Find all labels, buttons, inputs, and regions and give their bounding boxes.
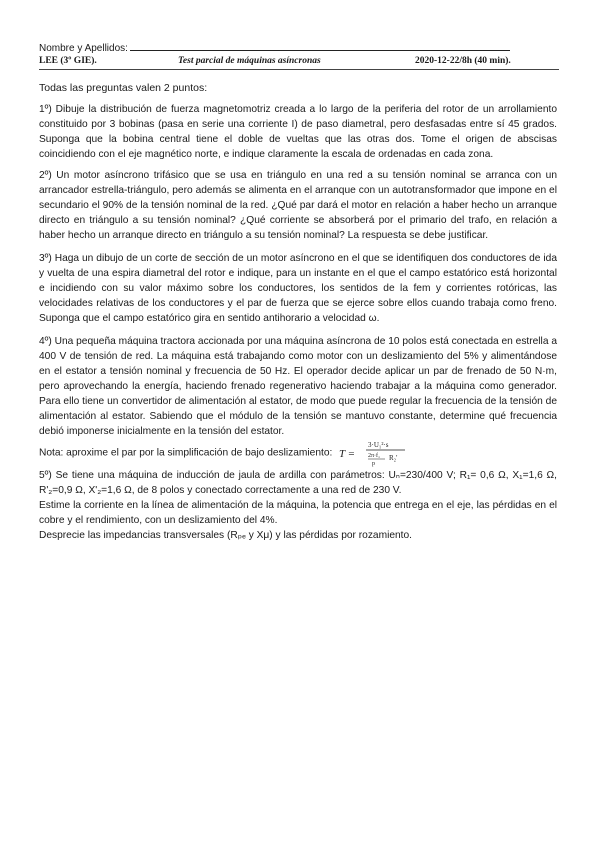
exam-title: Test parcial de máquinas asíncronas xyxy=(178,56,321,66)
exam-date: 2020-12-22/8h (40 min). xyxy=(415,56,511,66)
formula-numerator: 3·U₁²·s xyxy=(368,441,389,449)
torque-formula xyxy=(339,438,439,468)
formula-tail: R₂' xyxy=(389,454,398,462)
name-label: Nombre y Apellidos: xyxy=(39,43,128,54)
question-5 xyxy=(39,468,557,543)
name-line xyxy=(130,42,510,51)
formula-denominator: 2π·f₁ xyxy=(368,453,381,459)
header-divider xyxy=(39,69,559,70)
question-4-note xyxy=(39,438,557,468)
note-text: Nota: aproxime el par por la simplificación de bajo deslizamiento: xyxy=(39,447,333,459)
intro-text: Todas las preguntas valen 2 puntos: xyxy=(39,82,208,94)
formula-denominator-2: p xyxy=(372,461,376,467)
course-label: LEE (3º GIE). xyxy=(39,56,97,66)
question-5-line-3: Desprecie las impedancias transversales (Rₚₑ y Xμ) y las pérdidas por rozamiento. xyxy=(39,530,412,541)
question-3: 3º) Haga un dibujo de un corte de sección de un motor asíncrono en el que se identifiquen dos conductores de ida y vuelta de una espira diametral del rotor e indique, para un instante en el que el campo estatórico está horizontal e incidiendo con su valor máximo sobre los conductores, los sentidos de la fem y corrientes rotóricas, las velocidades relativas de los conductores y el par de fuerza que se ejerce sobre ellos cuando trabaja como freno. Suponga que el campo estatórico gira en sentido antihorario a velocidad ω. xyxy=(39,253,557,324)
name-field xyxy=(39,42,510,54)
question-5-line-2: Estime la corriente en la línea de alimentación de la máquina, la potencia que entrega en el eje, las pérdidas en el cobre y el rendimiento, con un deslizamiento del 4%. xyxy=(39,500,557,526)
question-5-line-1: 5º) Se tiene una máquina de inducción de jaula de ardilla con parámetros: Uₙ=230/400 V; R₁= 0,6 Ω, X₁=1,6 Ω, R'₂=0,9 Ω, X'₂=1,6 Ω, de 8 polos y conectado correctamente a una red de 230 V. xyxy=(39,470,557,496)
question-1: 1º) Dibuje la distribución de fuerza magnetomotriz creada a lo largo de la periferia del rotor de un arrollamiento constituido por 3 bobinas (pasa en serie una corriente I) de paso diametral, pero desfasadas entre sí 45 grados. Suponga que la bobina central tiene el doble de vueltas que las otras dos. Tome el origen de abscisas coincidiendo con el eje magnético norte, e indique claramente la escala de ordenadas en cada zona. xyxy=(39,104,557,160)
question-2: 2º) Un motor asíncrono trifásico que se usa en triángulo en una red a su tensión nominal se arranca con un arrancador estrella-triángulo, pero además se alimenta en el arranque con un autotransformador que impone en el secundario el 90% de la tensión nominal de la red. ¿Qué par dará el motor en relación a haber hecho un arranque directo en triángulo a su tensión nominal? ¿Qué corriente se absorberá por el primario del trafo, en relación a haber hecho un arranque directo en triángulo a su tensión nominal? La respuesta se debe justificar. xyxy=(39,170,557,241)
formula-lhs: T = xyxy=(339,448,356,460)
question-4: 4º) Una pequeña máquina tractora accionada por una máquina asíncrona de 10 polos está conectada en estrella a 400 V de tensión de red. La máquina está trabajando como motor con un deslizamiento del 5% y alimentándose en el estator a tensión nominal y frecuencia de 50 Hz. El operador decide aplicar un par de frenado de 50 N·m, pero aprovechando la energía, haciendo frenado regenerativo haciendo trabajar a la máquina como generador. Para ello tiene un convertidor de alimentación al estator, de modo que puede regular la frecuencia de la tensión de alimentación al estator. Sabiendo que el módulo de la tensión se mantuvo constante, determine qué frecuencia debió imponerse inicialmente en la tensión del estator. xyxy=(39,336,557,437)
